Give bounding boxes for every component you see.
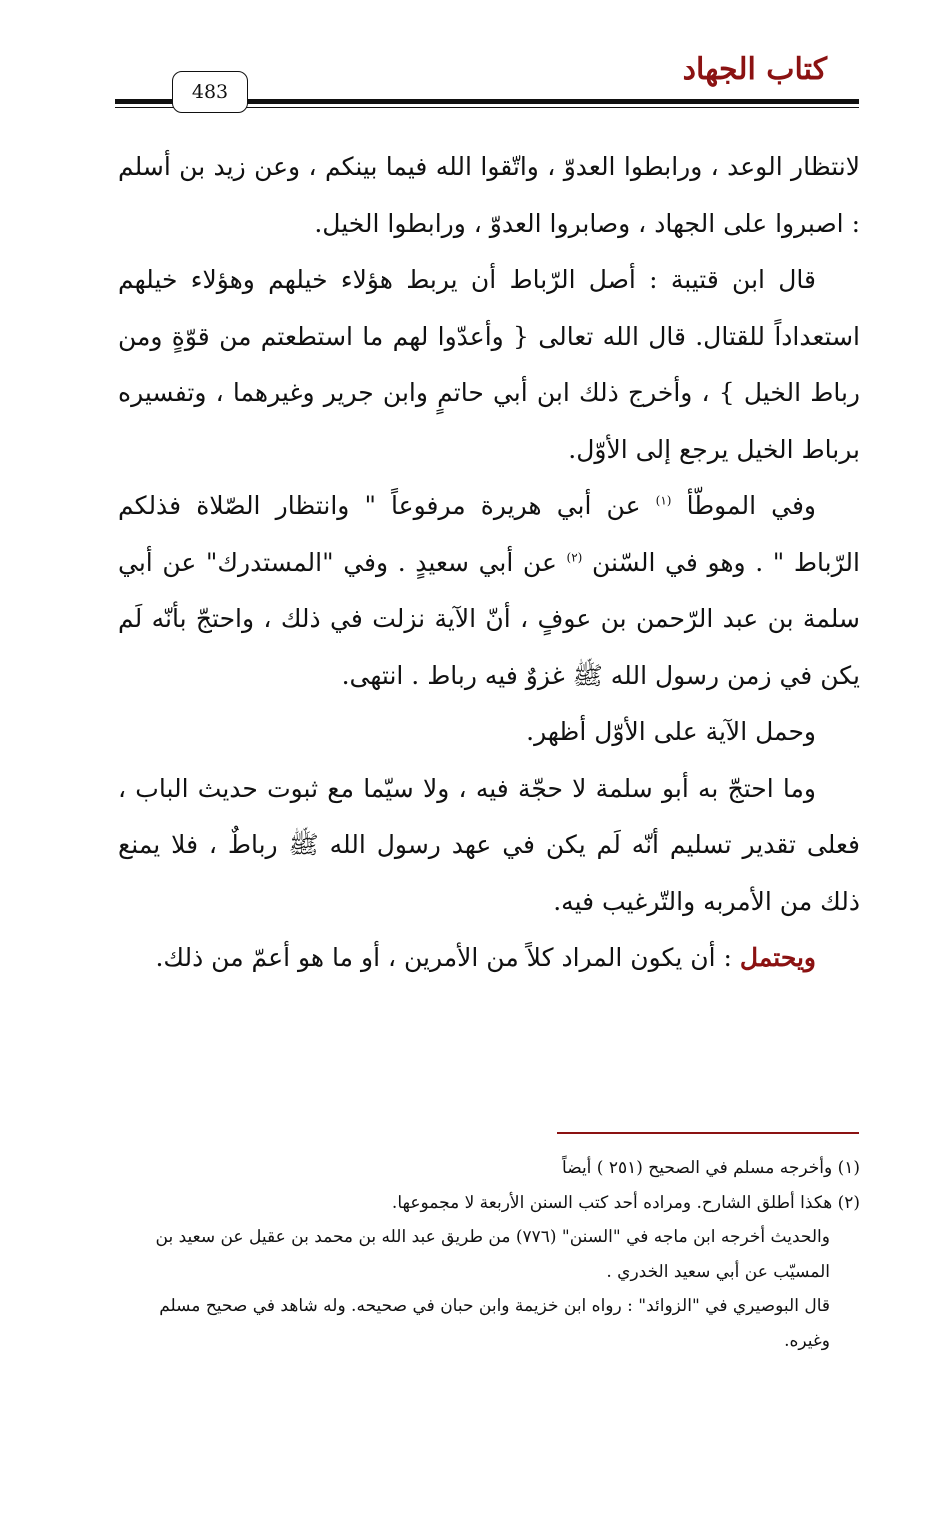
page-number: 483 [172,71,248,113]
footnote-ref-2: (٢) [566,550,583,565]
paragraph-5: وما احتجّ به أبو سلمة لا حجّة فيه ، ولا سيّما مع ثبوت حديث الباب ، فعلى تقدير تسليم أنّه لَم يكن في عهد رسول الله ﷺ رباطٌ ، فلا يمنع ذلك من الأمربه والتّرغيب فيه. [118,773,860,916]
paragraph-4: وحمل الآية على الأوّل أظهر. [526,717,816,746]
chapter-title: كتاب الجهاد [682,52,827,87]
paragraph-1: لانتظار الوعد ، ورابطوا العدوّ ، واتّقوا الله فيما بينكم ، وعن زيد بن أسلم : اصبروا على الجهاد ، وصابروا العدوّ ، ورابطوا الخيل. [118,152,860,238]
keyword-yahtamil: ويحتمل [739,943,816,972]
paragraph-6-rest: : أن يكون المراد كلاً من الأمرين ، أو ما هو أعمّ من ذلك. [155,943,732,972]
footnote-1: (١) وأخرجه مسلم في الصحيح (٢٥١ ) أيضاً [562,1158,860,1178]
paragraph-3-part-a: وفي الموطّأ [686,491,816,520]
footnote-ref-1: (١) [655,493,672,508]
paragraph-3-part-b: عن أبي هريرة مرفوعاً " وانتظار الصّلاة فذلكم الرّباط " . وهو في السّنن [118,491,860,577]
footnote-2-detail-a: والحديث أخرجه ابن ماجه في "السنن" (٧٧٦) من طريق عبد الله بن محمد بن عقيل عن سعيد بن المسيّب عن أبي سعيد الخدري . [155,1227,830,1282]
paragraph-3-part-c: عن أبي سعيدٍ . وفي "المستدرك" عن أبي سلمة بن عبد الرّحمن بن عوفٍ ، أنّ الآية نزلت في ذلك ، واحتجّ بأنّه لَم يكن في زمن رسول الله ﷺ غزوٌ فيه رباط . انتهى. [118,547,860,690]
paragraph-3 [118,478,860,704]
footnotes [118,1151,860,1358]
footnote-2: (٢) هكذا أطلق الشارح. ومراده أحد كتب السنن الأربعة لا مجموعها. [391,1192,860,1213]
paragraph-2: قال ابن قتيبة : أصل الرّباط أن يربط هؤلاء خيلهم وهؤلاء خيلهم استعداداً للقتال. قال الله تعالى { وأعدّوا لهم ما استطعتم من قوّةٍ ومن رباط الخيل } ، وأخرج ذلك ابن أبي حاتمٍ وابن جرير وغيرهما ، وتفسيره برباط الخيل يرجع إلى الأوّل. [118,265,860,464]
main-text [118,139,860,987]
footnote-2-detail-b: قال البوصيري في "الزوائد" : رواه ابن خزيمة وابن حبان في صحيحه. وله شاهد في صحيح مسلم وغيره. [159,1296,830,1351]
paragraph-6 [118,930,860,987]
footnote-separator [557,1132,859,1134]
